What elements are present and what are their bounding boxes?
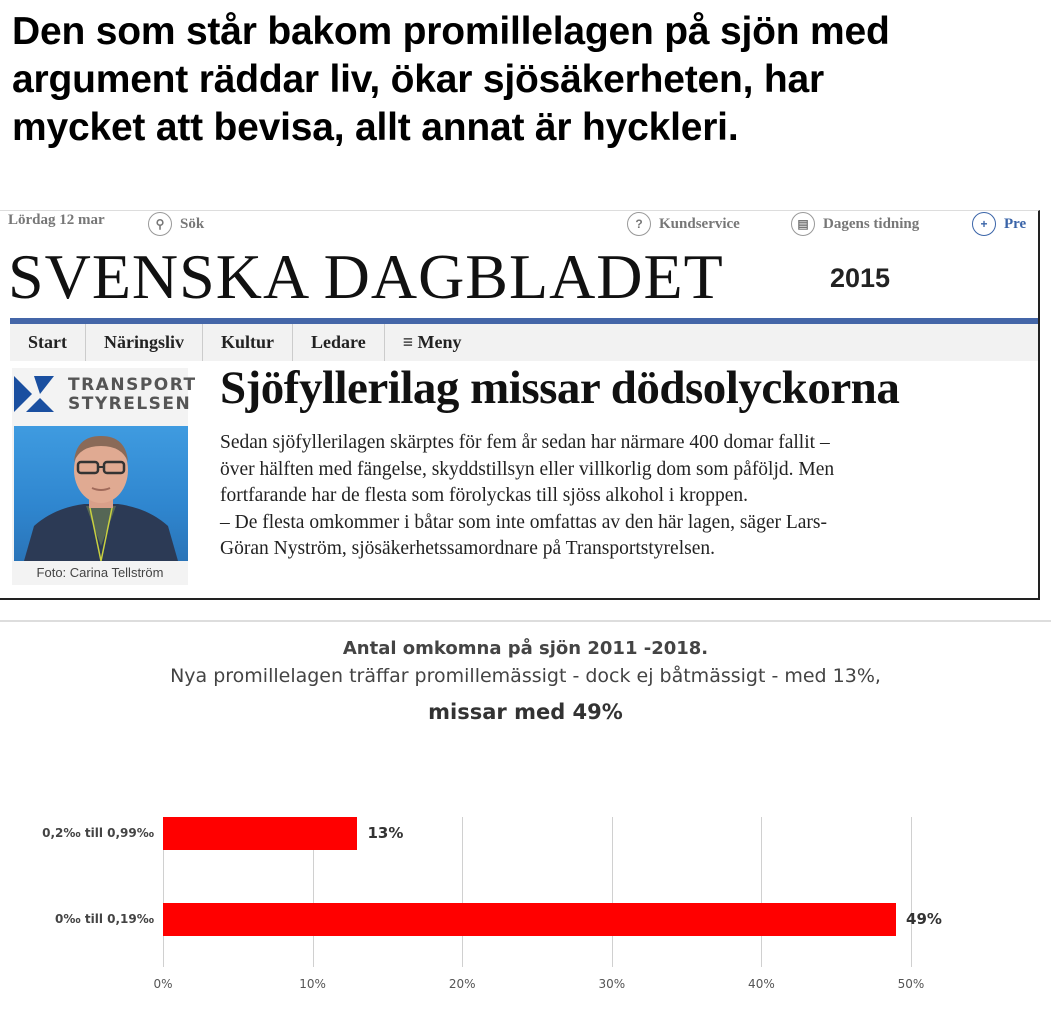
x-tick-label: 40% — [748, 977, 775, 991]
category-label: 0‰ till 0,19‰ — [55, 912, 154, 926]
section-divider — [0, 620, 1051, 622]
headline-line-3: mycket att bevisa, allt annat är hyckleri. — [12, 106, 739, 149]
category-label: 0,2‰ till 0,99‰ — [42, 826, 154, 840]
date-label — [8, 212, 105, 229]
x-tick-label: 10% — [299, 977, 326, 991]
article-title[interactable]: Sjöfyllerilag missar dödsolyckorna — [220, 362, 900, 414]
transportstyrelsen-logo-icon — [14, 376, 64, 426]
nav-tab-ledare[interactable]: Ledare — [293, 324, 385, 361]
customer-service-link[interactable] — [627, 212, 740, 236]
nav-tab-kultur[interactable]: Kultur — [203, 324, 293, 361]
nav-tab-start[interactable]: Start — [10, 324, 86, 361]
date-text: Lördag 12 mar — [8, 212, 105, 228]
bar-value-label: 13% — [367, 824, 404, 842]
todays-paper-label: Dagens tidning — [823, 215, 920, 232]
search-link[interactable] — [148, 212, 204, 236]
premium-link[interactable] — [972, 212, 1026, 236]
add-user-icon: + — [972, 212, 996, 236]
article-body — [220, 430, 1020, 563]
masthead: SVENSKA DAGBLADET — [8, 241, 724, 312]
headline-line-2: argument räddar liv, ökar sjösäkerheten, har — [12, 58, 824, 101]
chart-title: Antal omkomna på sjön 2011 -2018. — [342, 638, 709, 659]
bar-chart-plot-area — [163, 817, 942, 967]
headline-line-1: Den som står bakom promillelagen på sjön med — [12, 10, 890, 53]
chart-subtitle: Nya promillelagen träffar promillemässigt - dock ej båtmässigt - med 13%, — [170, 665, 881, 687]
newspaper-nav — [10, 324, 1038, 361]
newspaper-icon: ▤ — [791, 212, 815, 236]
gridline — [612, 817, 613, 967]
search-icon: ⚲ — [148, 212, 172, 236]
article-line: – De flesta omkommer i båtar som inte omfattas av den här lagen, säger Lars- — [220, 511, 827, 533]
chart-subtitle-emphasis: missar med 49% — [428, 700, 623, 724]
article-line: över hälften med fängelse, skyddstillsyn eller villkorlig dom som påföljd. Men — [220, 458, 835, 480]
article-line: Sedan sjöfyllerilagen skärptes för fem år sedan har närmare 400 domar fallit – — [220, 432, 830, 453]
portrait-photo — [14, 426, 188, 561]
article-line: fortfarande har de flesta som förolyckas till sjöss alkohol i kroppen. — [220, 485, 748, 506]
article-line: Göran Nyström, sjösäkerhetssamordnare på Transportstyrelsen. — [220, 538, 715, 559]
bar-value-label: 49% — [906, 910, 942, 928]
year-label: 2015 — [830, 263, 891, 293]
newspaper-clipping — [0, 210, 1040, 600]
x-tick-label: 20% — [448, 977, 476, 991]
bar — [163, 903, 896, 936]
bar — [163, 817, 357, 850]
nav-tab-menu[interactable]: ≡ Meny — [402, 332, 462, 352]
logo-text — [68, 376, 197, 414]
gridline — [462, 817, 463, 967]
todays-paper-link[interactable] — [791, 212, 919, 236]
photo-caption: Foto: Carina Tellström — [36, 565, 164, 580]
search-label: Sök — [180, 215, 205, 232]
customer-service-label: Kundservice — [659, 215, 740, 232]
x-tick-label: 50% — [897, 977, 925, 991]
logo-line-2: STYRELSEN — [68, 394, 192, 414]
gridline — [761, 817, 762, 967]
article-photo — [12, 368, 197, 585]
nav-tab-naringsliv[interactable]: Näringsliv — [86, 324, 203, 361]
logo-line-1: TRANSPORT — [68, 375, 197, 395]
gridline — [911, 817, 912, 967]
newspaper-topbar — [0, 211, 1038, 233]
x-tick-label: 0% — [153, 977, 173, 991]
person-portrait-icon — [14, 426, 188, 561]
premium-label: Pre — [1004, 215, 1027, 232]
x-tick-label: 30% — [598, 977, 626, 991]
help-icon: ? — [627, 212, 651, 236]
headline — [12, 8, 1042, 152]
